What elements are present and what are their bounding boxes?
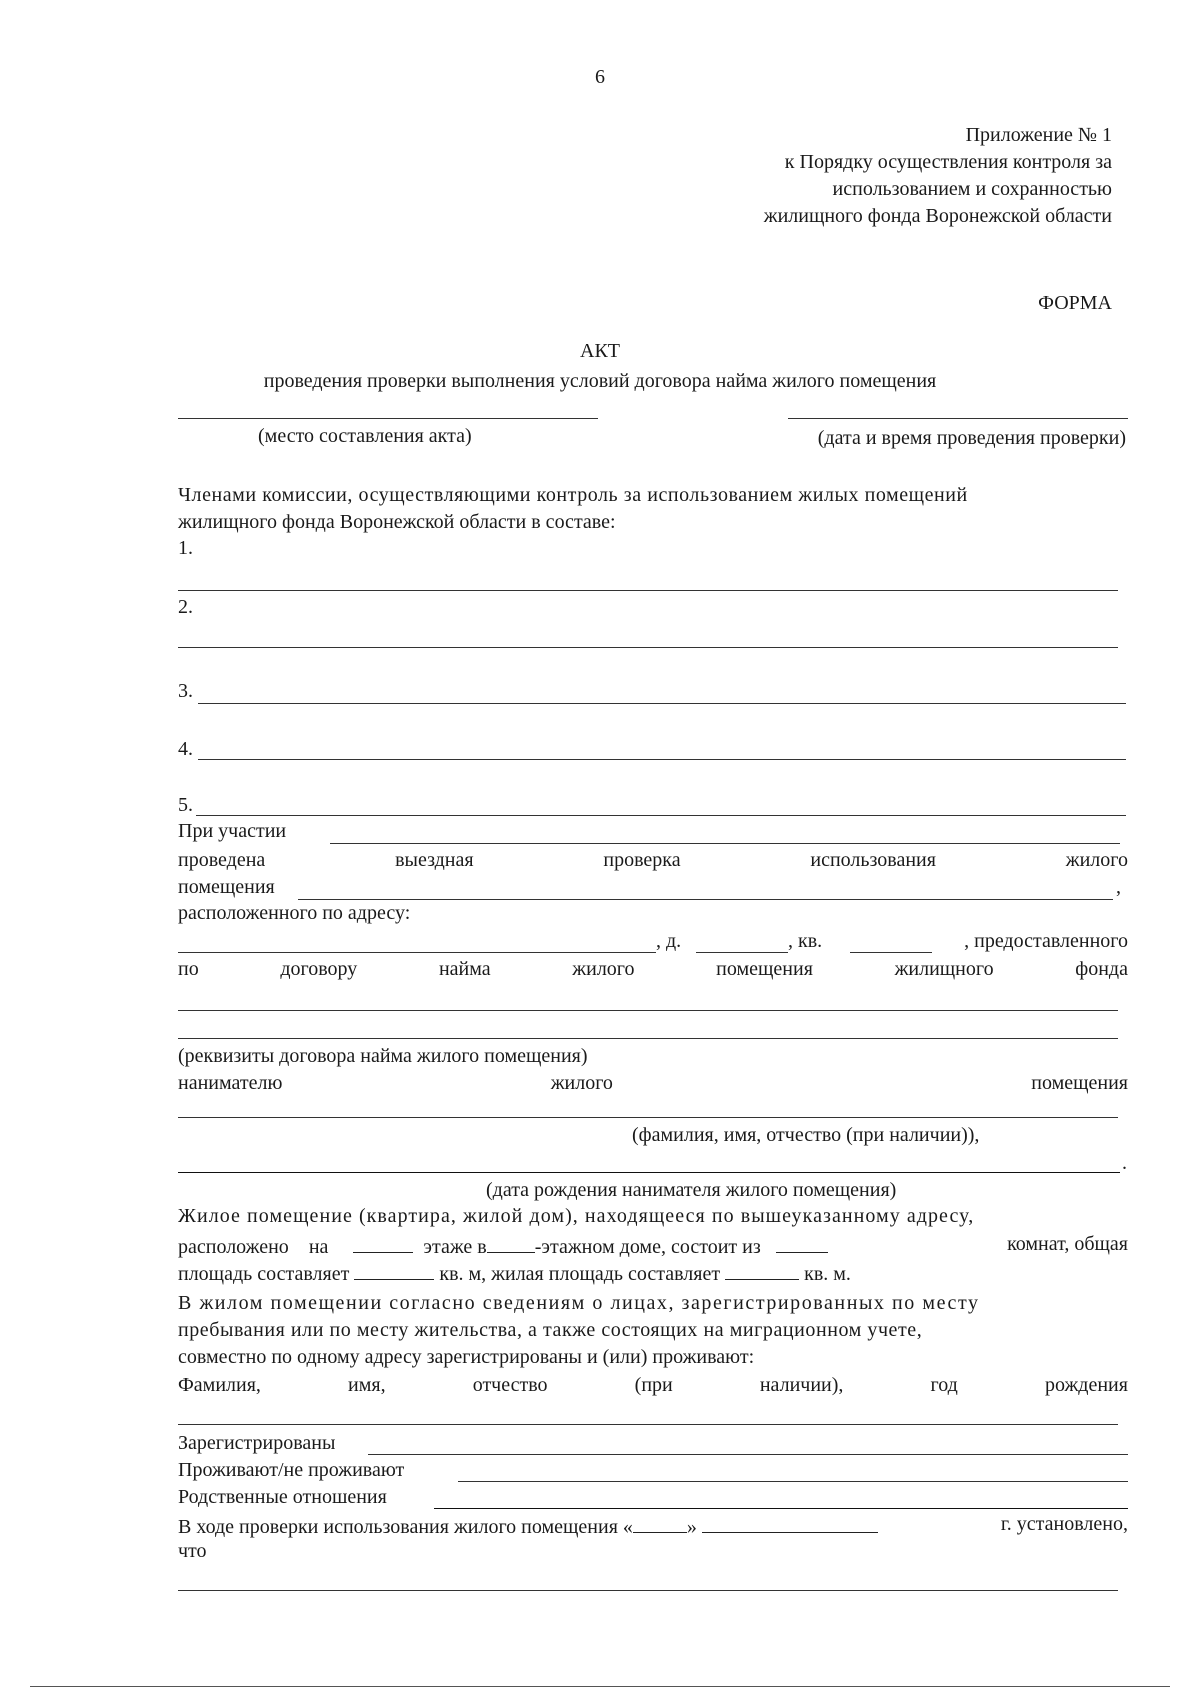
inspection-word: выездная: [395, 849, 474, 871]
contract-word: фонда: [1075, 958, 1128, 980]
inspection-line: [178, 849, 1128, 872]
registration-line: [178, 1292, 1128, 1315]
provided-label: , предоставленного: [964, 930, 1128, 952]
area-unit: кв. м.: [804, 1263, 851, 1285]
tenant-word: жилого: [550, 1072, 613, 1094]
finding-that: что: [178, 1540, 207, 1562]
member-field-1[interactable]: [178, 590, 1118, 591]
person-field[interactable]: [178, 1424, 1118, 1425]
member-number: 5.: [178, 794, 193, 816]
member-number: 3.: [178, 680, 193, 702]
person-word: Фамилия,: [178, 1374, 261, 1396]
inspection-word: использования: [810, 849, 936, 871]
person-word: (при: [634, 1374, 673, 1396]
commission-intro-text: Членами комиссии, осуществляющими контроль за использованием жилых помещений: [178, 484, 968, 506]
person-word: год: [930, 1374, 958, 1396]
finding-month-year-field[interactable]: [702, 1513, 878, 1533]
contract-line: [178, 958, 1128, 981]
address-street-field[interactable]: [178, 952, 656, 953]
appendix-line: к Порядку осуществления контроля за: [784, 151, 1112, 173]
floor-word: на: [308, 1236, 329, 1258]
date-caption: (дата и время проведения проверки): [817, 427, 1126, 449]
premises-field[interactable]: [298, 899, 1113, 900]
finding-suffix: г. установлено,: [1000, 1513, 1128, 1535]
participation-field[interactable]: [330, 843, 1120, 844]
member-field-4[interactable]: [198, 759, 1126, 760]
finding-prefix: В ходе проверки использования жилого помещения «: [178, 1516, 633, 1538]
registration-text: В жилом помещении согласно сведениям о лицах, зарегистрированных по месту: [178, 1292, 980, 1314]
person-word: рождения: [1044, 1374, 1128, 1396]
tenant-word: нанимателю: [178, 1072, 283, 1094]
finding-day-field[interactable]: [633, 1513, 687, 1533]
form-label: ФОРМА: [1038, 292, 1112, 314]
premises-label: помещения: [178, 876, 275, 898]
contract-caption: (реквизиты договора найма жилого помещения): [178, 1045, 588, 1067]
relations-label: Родственные отношения: [178, 1486, 387, 1508]
person-word: наличии),: [759, 1374, 844, 1396]
member-number: 4.: [178, 738, 193, 760]
relations-field[interactable]: [434, 1508, 1128, 1509]
member-number: 2.: [178, 596, 193, 618]
registration-line: [178, 1319, 1128, 1342]
finding-field[interactable]: [178, 1590, 1118, 1591]
inspection-word: жилого: [1065, 849, 1128, 871]
floor-label: этаже в: [423, 1236, 487, 1258]
appendix-block: [764, 122, 1112, 230]
floor-line: [178, 1233, 1128, 1259]
commission-intro-line: жилищного фонда Воронежской области в составе:: [178, 511, 616, 533]
registration-text: пребывания или по месту жительства, а также состоящих на миграционном учете,: [178, 1319, 923, 1341]
member-field-5[interactable]: [196, 815, 1126, 816]
contract-word: договору: [280, 958, 358, 980]
contract-word: помещения: [716, 958, 813, 980]
member-field-2[interactable]: [178, 647, 1118, 648]
contract-word: по: [178, 958, 199, 980]
total-area-field[interactable]: [354, 1260, 434, 1280]
registered-label: Зарегистрированы: [178, 1432, 336, 1454]
contract-field-2[interactable]: [178, 1038, 1118, 1039]
person-word: имя,: [348, 1374, 386, 1396]
date-field[interactable]: [788, 418, 1128, 419]
living-field[interactable]: [458, 1481, 1128, 1482]
place-caption: (место составления акта): [258, 425, 472, 447]
member-number: 1.: [178, 537, 193, 559]
inspection-word: проведена: [178, 849, 266, 871]
appendix-line: использованием и сохранностью: [832, 178, 1112, 200]
document-subtitle: проведения проверки выполнения условий договора найма жилого помещения: [263, 370, 937, 392]
page-bottom-rule: [30, 1686, 1170, 1687]
appendix-line: жилищного фонда Воронежской области: [763, 205, 1112, 227]
floor-word: расположено: [178, 1236, 289, 1258]
appendix-title: Приложение № 1: [965, 124, 1112, 146]
contract-field-1[interactable]: [178, 1010, 1118, 1011]
finding-line: [178, 1513, 1128, 1539]
page-number: 6: [595, 66, 605, 88]
finding-quote-close: »: [686, 1516, 697, 1538]
person-word: отчество: [472, 1374, 548, 1396]
dob-period: .: [1122, 1152, 1127, 1174]
rooms-label: комнат, общая: [1007, 1233, 1128, 1255]
contract-word: жилого: [572, 958, 635, 980]
document-title: АКТ: [580, 340, 620, 362]
living-label: Проживают/не проживают: [178, 1459, 405, 1481]
house-label: , д.: [656, 930, 682, 952]
rooms-field[interactable]: [776, 1233, 828, 1253]
registration-line: совместно по одному адресу зарегистрированы и (или) проживают:: [178, 1346, 755, 1368]
participation-label: При участии: [178, 820, 287, 842]
storey-label: -этажном доме, состоит из: [534, 1236, 761, 1258]
tenant-line: [178, 1072, 1128, 1095]
apartment-field[interactable]: [850, 952, 932, 953]
place-field[interactable]: [178, 418, 598, 419]
inspection-word: проверка: [603, 849, 681, 871]
commission-intro-line: [178, 484, 1128, 507]
contract-word: жилищного: [894, 958, 994, 980]
premises-comma: ,: [1116, 876, 1121, 898]
address-label: расположенного по адресу:: [178, 902, 411, 924]
floor-field[interactable]: [353, 1233, 413, 1253]
area-line: [178, 1260, 851, 1286]
dob-caption: (дата рождения нанимателя жилого помещения): [486, 1179, 897, 1201]
living-area-field[interactable]: [725, 1260, 799, 1280]
area-mid: кв. м, жилая площадь составляет: [439, 1263, 721, 1285]
storeys-field[interactable]: [487, 1233, 535, 1253]
area-label: площадь составляет: [178, 1263, 350, 1285]
tenant-dob-field[interactable]: [178, 1172, 1120, 1173]
apartment-label: , кв.: [788, 930, 823, 952]
contract-word: найма: [438, 958, 491, 980]
dwelling-line: [178, 1205, 1128, 1228]
member-field-3[interactable]: [198, 703, 1126, 704]
fio-caption: (фамилия, имя, отчество (при наличии)),: [632, 1124, 980, 1146]
person-line: [178, 1374, 1128, 1397]
dwelling-text: Жилое помещение (квартира, жилой дом), находящееся по вышеуказанному адресу,: [178, 1205, 975, 1227]
tenant-fio-field[interactable]: [178, 1117, 1118, 1118]
registered-field[interactable]: [368, 1454, 1128, 1455]
house-field[interactable]: [696, 952, 788, 953]
tenant-word: помещения: [1031, 1072, 1128, 1094]
